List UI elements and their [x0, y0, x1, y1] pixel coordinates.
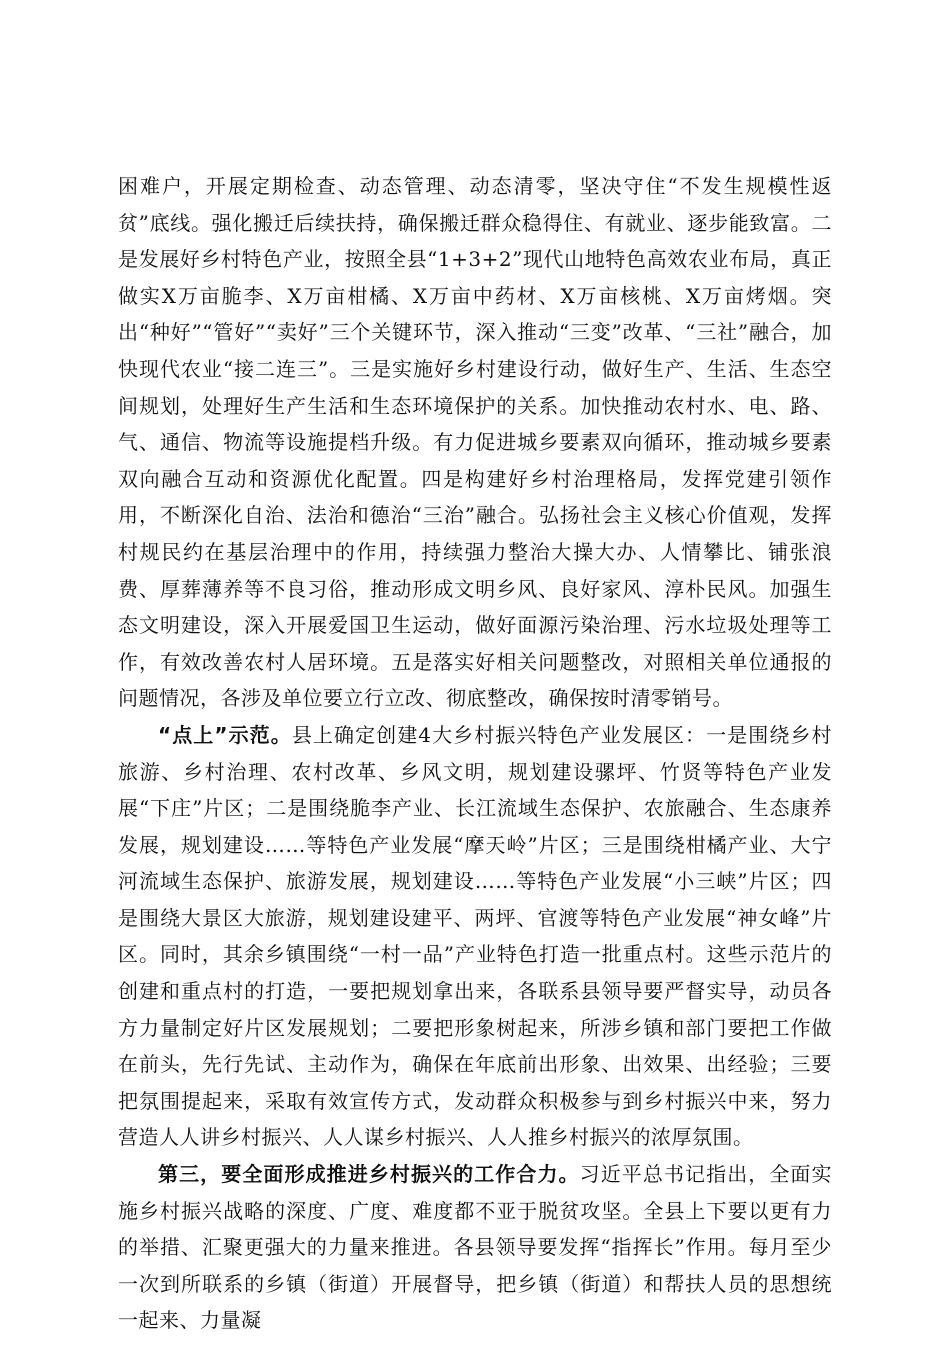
paragraph-2-text: 县上确定创建4大乡村振兴特色产业发展区：一是围绕乡村旅游、乡村治理、农村改革、乡风文明，规划建设骡坪、竹贤等特色产业发展“下庄”片区；二是围绕脆李产业、长江流域生态保护、农旅融合、生态康养发展，规划建设……等特色产业发展“摩天岭”片区；三是围绕柑橘产业、大宁河流域生态保护、旅游发展，规划建设……等特色产业发展“小三峡”片区；四是围绕大景区大旅游，规划建设建平、两坪、官渡等特色产业发展“神女峰”片区。同时，其余乡镇围绕“一村一品”产业特色打造一批重点村。这些示范片的创建和重点村的打造，一要把规划拿出来，各联系县领导要严督实导，动员各方力量制定好片区发展规划；二要把形象树起来，所涉乡镇和部门要把工作做在前头，先行先试、主动作为，确保在年底前出形象、出效果、出经验；三要把氛围提起来，采取有效宣传方式，发动群众积极参与到乡村振兴中来，努力营造人人讲乡村振兴、人人谋乡村振兴、人人推乡村振兴的浓厚氛围。: [118, 722, 832, 1150]
paragraph-2: [118, 717, 832, 1156]
paragraph-2-heading: “点上”示范。: [158, 722, 292, 747]
paragraph-3-heading: 第三，要全面形成推进乡村振兴的工作合力。: [158, 1162, 580, 1187]
paragraph-1: [118, 168, 832, 717]
document-body: [118, 168, 832, 1339]
paragraph-1-text: 困难户，开展定期检查、动态管理、动态清零，坚决守住“不发生规模性返贫”底线。强化搬迁后续扶持，确保搬迁群众稳得住、有就业、逐步能致富。二是发展好乡村特色产业，按照全县“1+3+2”现代山地特色高效农业布局，真正做实X万亩脆李、X万亩柑橘、X万亩中药材、X万亩核桃、X万亩烤烟。突出“种好”“管好”“卖好”三个关键环节，深入推动“三变”改革、“三社”融合，加快现代农业“接二连三”。三是实施好乡村建设行动，做好生产、生活、生态空间规划，处理好生产生活和生态环境保护的关系。加快推动农村水、电、路、气、通信、物流等设施提档升级。有力促进城乡要素双向循环，推动城乡要素双向融合互动和资源优化配置。四是构建好乡村治理格局，发挥党建引领作用，不断深化自治、法治和德治“三治”融合。弘扬社会主义核心价值观，发挥村规民约在基层治理中的作用，持续强力整治大操大办、人情攀比、铺张浪费、厚葬薄养等不良习俗，推动形成文明乡风、良好家风、淳朴民风。加强生态文明建设，深入开展爱国卫生运动，做好面源污染治理、污水垃圾处理等工作，有效改善农村人居环境。五是落实好相关问题整改，对照相关单位通报的问题情况，各涉及单位要立行立改、彻底整改，确保按时清零销号。: [118, 174, 832, 711]
paragraph-3-text: 习近平总书记指出，全面实施乡村振兴战略的深度、广度、难度都不亚于脱贫攻坚。全县上下要以更有力的举措、汇聚更强大的力量来推进。各县领导要发挥“指挥长”作用。每月至少一次到所联系的乡镇（街道）开展督导，把乡镇（街道）和帮扶人员的思想统一起来、力量凝: [118, 1162, 833, 1333]
paragraph-3: [118, 1156, 832, 1339]
